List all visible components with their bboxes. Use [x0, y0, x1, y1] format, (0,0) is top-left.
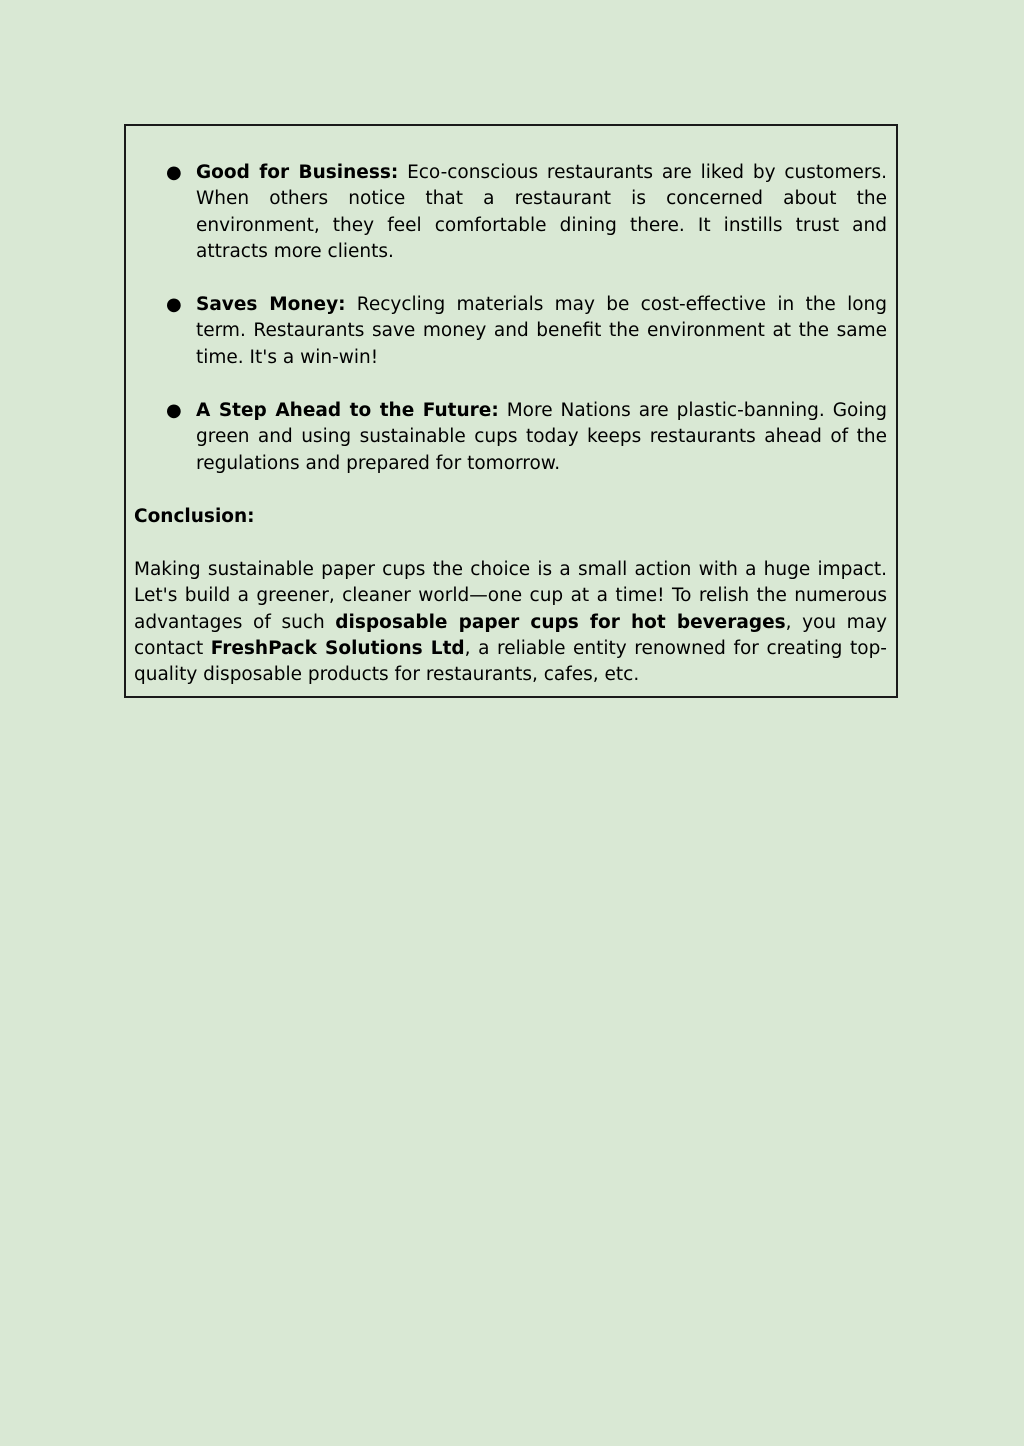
company-name: FreshPack Solutions Ltd	[210, 637, 465, 659]
bullet-icon: ●	[166, 400, 182, 421]
conclusion-text-part: , a reliable entity renowned for creating top-quality disposable products for restaurants, cafes, etc.	[134, 637, 887, 686]
conclusion-text-part: , you may contact	[134, 611, 887, 659]
product-keyword: disposable paper cups for hot beverages	[335, 611, 786, 633]
conclusion-paragraph	[134, 557, 887, 688]
bullet-icon: ●	[166, 162, 182, 183]
benefit-text: Recycling materials may be cost-effective in the long term. Restaurants save money and benefit the environment at the same time. It's a win-win!	[196, 294, 887, 368]
bullet-icon: ●	[166, 294, 182, 315]
conclusion-heading: Conclusion:	[134, 506, 255, 527]
article-content-box	[124, 124, 898, 698]
conclusion-text-part: Making sustainable paper cups the choice is a small action with a huge impact. Let's build a greener, cleaner world—one cup at a time! To relish the numerous advantages of such	[134, 559, 887, 633]
benefit-text: Eco-conscious restaurants are liked by customers. When others notice that a restaurant is concerned about the environment, they feel comfortable dining there. It instills trust and attracts more clients.	[196, 162, 887, 262]
benefit-title: A Step Ahead to the Future:	[196, 400, 499, 421]
benefit-title: Saves Money:	[196, 294, 346, 315]
list-item-saves-money	[166, 292, 887, 371]
list-item-good-for-business	[166, 160, 887, 265]
list-item-step-ahead	[166, 398, 887, 477]
benefit-title: Good for Business:	[196, 162, 399, 183]
benefit-text: More Nations are plastic-banning. Going green and using sustainable cups today keeps restaurants ahead of the regulations and prepared for tomorrow.	[196, 400, 887, 474]
